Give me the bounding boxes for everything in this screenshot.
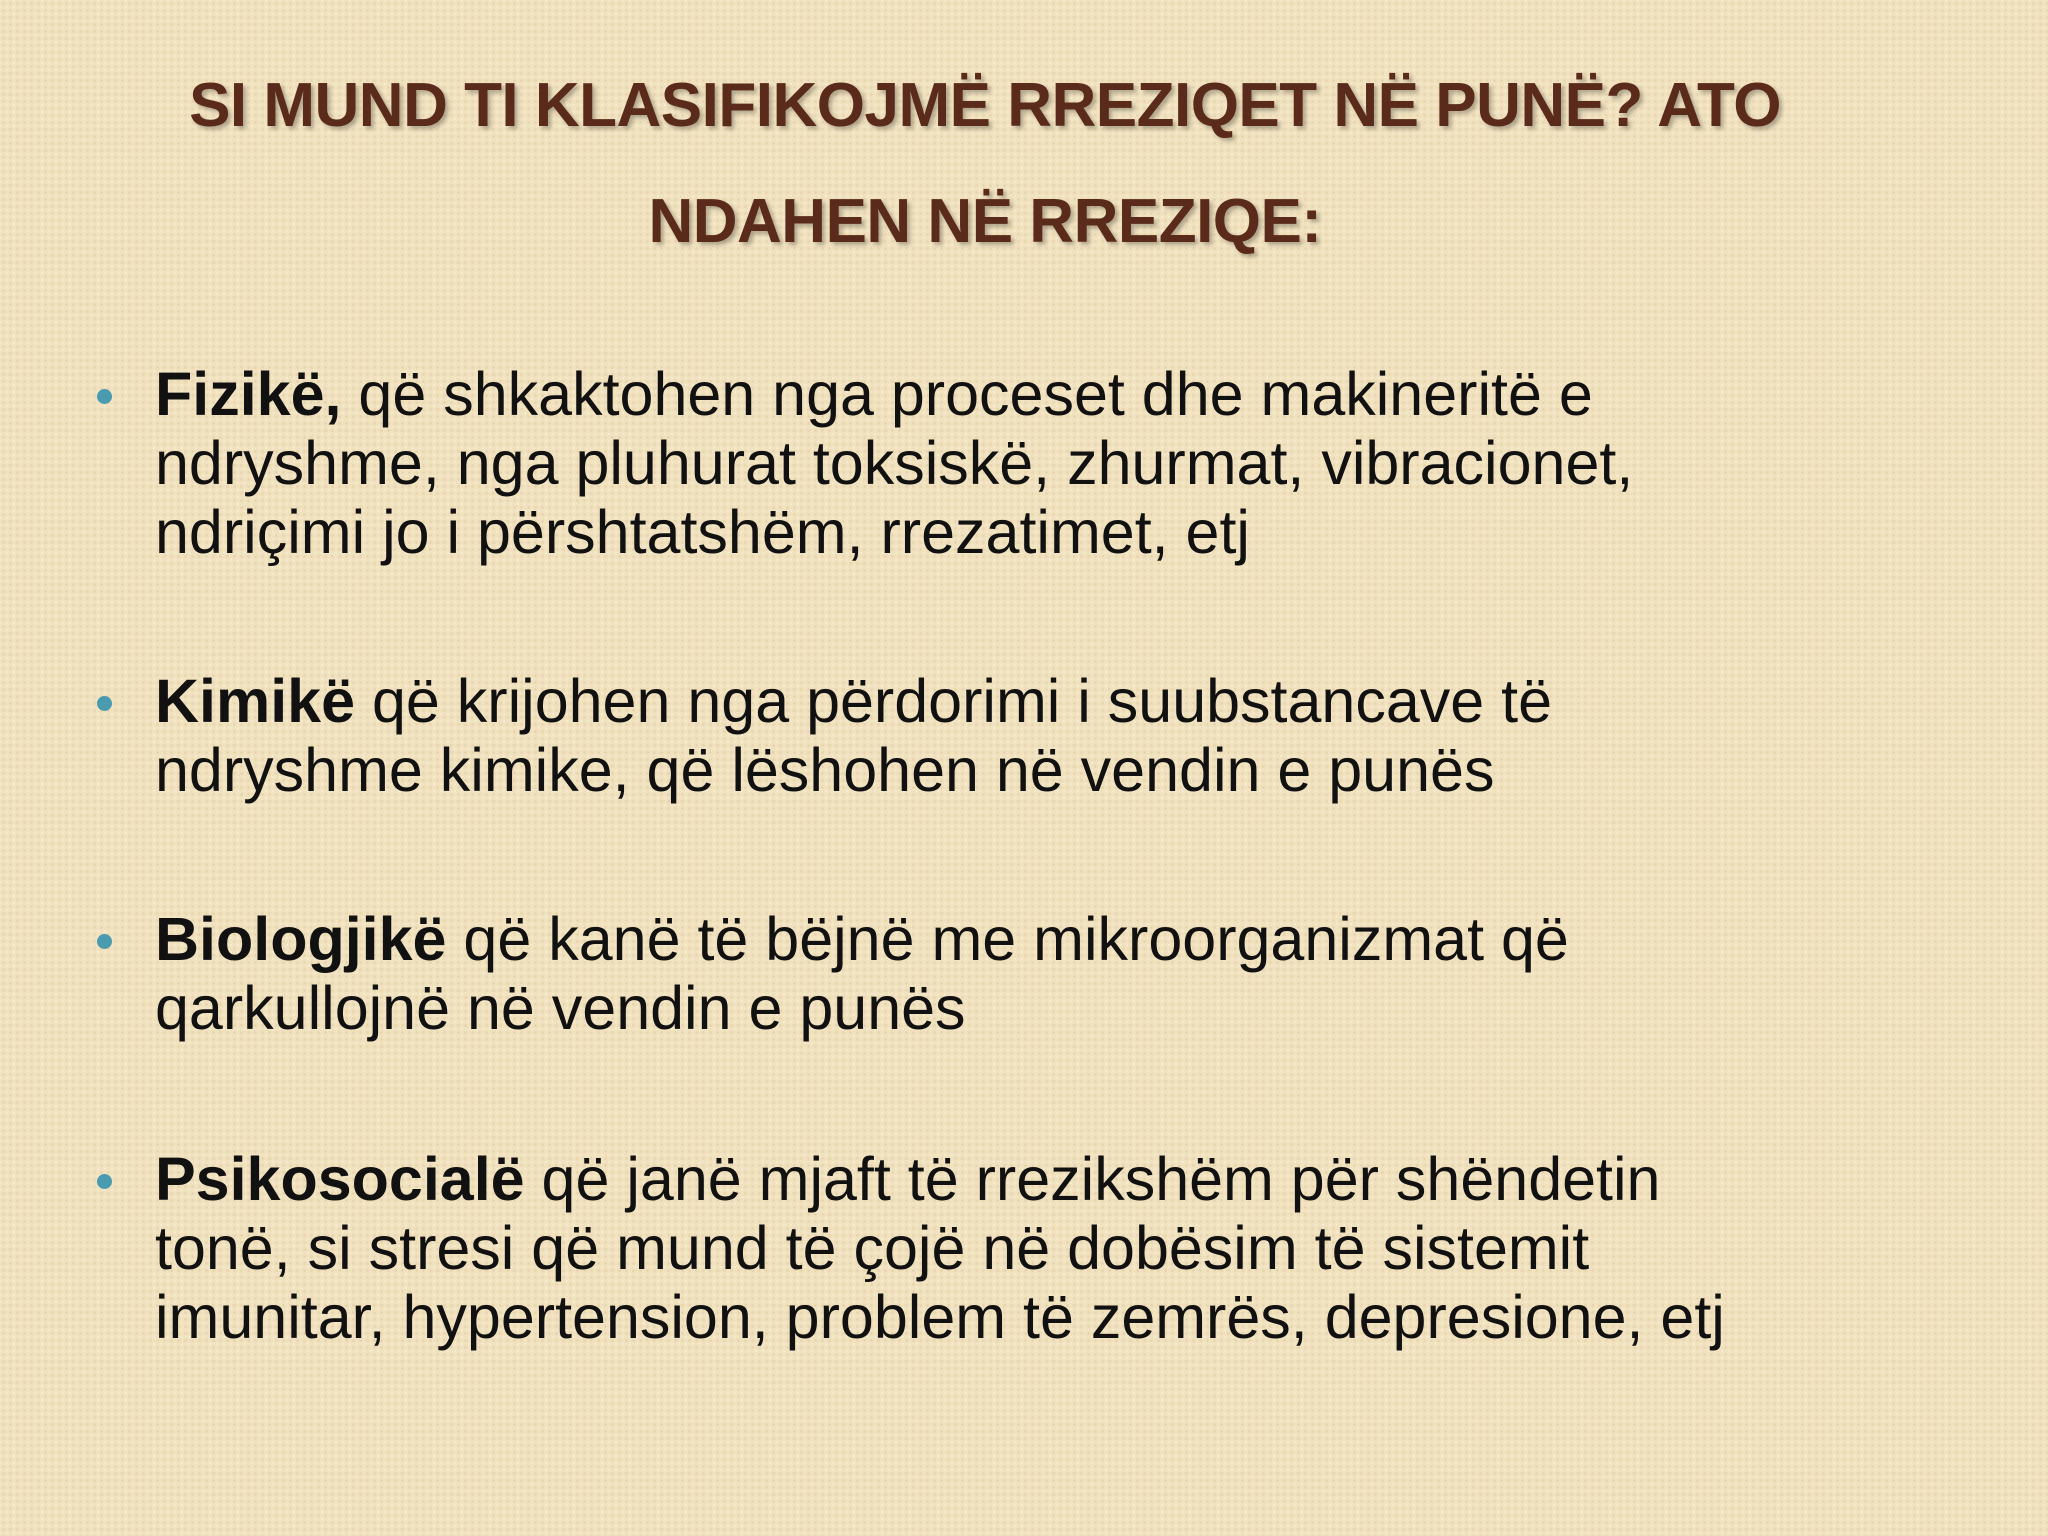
hazard-description: imunitar, hypertension, problem të zemrës, depresione, etj [155, 1283, 1725, 1351]
hazard-description: që shkaktohen nga proceset dhe makineritë e [341, 360, 1593, 428]
hazard-description: që krijohen nga përdorimi i suubstancave të [355, 667, 1553, 735]
hazard-term: Biologjikë [155, 905, 447, 973]
slide-title-line-2: NDAHEN NË RREZIQE: [648, 187, 1322, 256]
hazard-description: ndriçimi jo i përshtatshëm, rrezatimet, etj [155, 498, 1250, 566]
hazard-term: Kimikë [155, 667, 356, 735]
bullet-dot-icon [97, 1174, 112, 1189]
bullet-dot-icon [97, 934, 112, 949]
bullet-text [155, 1145, 2025, 1352]
hazard-term: Fizikë, [155, 360, 342, 428]
hazard-description: qarkullojnë në vendin e punës [155, 974, 966, 1042]
hazard-term: Psikosocialë [155, 1145, 525, 1213]
hazard-description: ndryshme, nga pluhurat toksiskë, zhurmat, vibracionet, [155, 429, 1634, 497]
hazard-description: tonë, si stresi që mund të çojë në dobësim të sistemit [155, 1214, 1590, 1282]
hazard-description: që janë mjaft të rrezikshëm për shëndetin [524, 1145, 1661, 1213]
bullet-text [155, 667, 2025, 805]
hazard-description: ndryshme kimike, që lëshohen në vendin e punës [155, 736, 1495, 804]
bullet-dot-icon [97, 389, 112, 404]
bullet-text [155, 905, 2025, 1043]
bullet-dot-icon [97, 696, 112, 711]
bullet-text [155, 360, 2025, 567]
slide-title-line-1: SI MUND TI KLASIFIKOJMË RREZIQET NË PUNË? ATO [189, 71, 1781, 140]
slide-title [90, 48, 1880, 280]
hazard-description: që kanë të bëjnë me mikroorganizmat që [446, 905, 1569, 973]
